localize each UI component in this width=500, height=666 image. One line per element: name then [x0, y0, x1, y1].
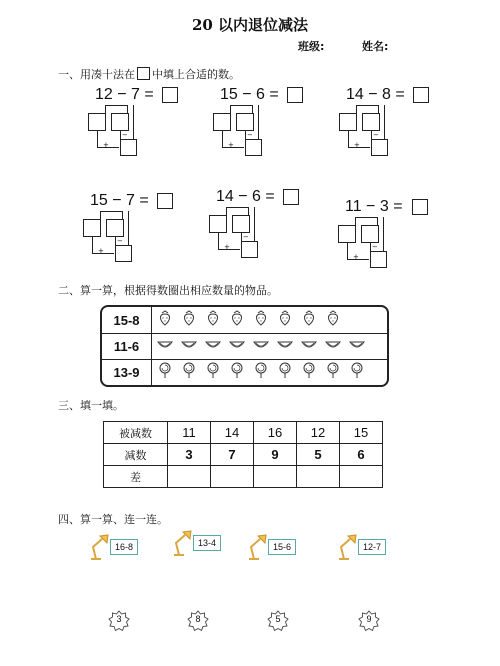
split-box[interactable]	[213, 113, 231, 131]
bond-problem	[345, 198, 475, 288]
table-row	[104, 444, 383, 466]
lollipop-icon[interactable]	[202, 361, 224, 383]
plus-sign: +	[98, 247, 104, 255]
section1-heading	[58, 66, 240, 82]
answer-box[interactable]	[413, 87, 429, 103]
cell: 9	[254, 444, 297, 466]
split-line	[127, 105, 128, 113]
expression-label: 13-9	[102, 359, 152, 385]
bond-line	[97, 131, 98, 147]
watermelon-slice-icon[interactable]	[226, 335, 248, 357]
split-box[interactable]	[361, 225, 379, 243]
split-box[interactable]	[106, 219, 124, 237]
minus-sign: −	[243, 233, 249, 241]
lollipop-icon[interactable]	[322, 361, 344, 383]
strawberry-icon[interactable]	[154, 309, 176, 331]
split-box[interactable]	[83, 219, 101, 237]
lollipop-icon[interactable]	[178, 361, 200, 383]
section3-heading: 三、填一填。	[58, 399, 124, 412]
split-line	[377, 217, 378, 225]
result-box[interactable]	[245, 139, 262, 156]
strawberry-icon[interactable]	[322, 309, 344, 331]
result-box[interactable]	[115, 245, 132, 262]
badge-number: 3	[116, 614, 122, 624]
answer-cell[interactable]	[168, 466, 211, 488]
class-label: 班级:	[298, 40, 325, 53]
expression-label: 15-8	[102, 307, 152, 333]
section2-heading: 二、算一算，根据得数圈出相应数量的物品。	[58, 284, 278, 297]
plus-sign: +	[354, 141, 360, 149]
minus-sign: −	[117, 237, 123, 245]
lollipop-icon[interactable]	[274, 361, 296, 383]
split-line	[105, 105, 127, 106]
plus-sign: +	[224, 243, 230, 251]
watermelon-slice-icon[interactable]	[322, 335, 344, 357]
lollipop-icon[interactable]	[226, 361, 248, 383]
strawberry-icon[interactable]	[274, 309, 296, 331]
lollipop-icon[interactable]	[250, 361, 272, 383]
strawberry-icon[interactable]	[178, 309, 200, 331]
bond-line	[92, 237, 93, 253]
expression-card: 13-4	[193, 535, 221, 551]
items-table	[100, 305, 389, 387]
split-line	[122, 211, 123, 219]
split-line	[356, 105, 378, 106]
cell: 7	[211, 444, 254, 466]
row-header-difference: 差	[104, 466, 168, 488]
equation-text: 15 − 6 =	[220, 86, 279, 103]
plus-sign: +	[103, 141, 109, 149]
section4-heading: 四、算一算、连一连。	[58, 513, 168, 526]
bond-problem	[346, 86, 476, 176]
split-box[interactable]	[338, 225, 356, 243]
name-label: 姓名:	[362, 40, 389, 53]
split-line	[356, 105, 357, 113]
watermelon-slice-icon[interactable]	[274, 335, 296, 357]
minus-sign: −	[372, 243, 378, 251]
cell: 3	[168, 444, 211, 466]
badge-number: 5	[275, 614, 281, 624]
answer-cell[interactable]	[254, 466, 297, 488]
minus-sign: −	[122, 131, 128, 139]
table-row	[102, 307, 387, 333]
answer-badge[interactable]	[107, 609, 131, 633]
answer-box[interactable]	[287, 87, 303, 103]
split-box[interactable]	[209, 215, 227, 233]
fill-table	[103, 421, 383, 488]
answer-box-sample	[137, 67, 150, 80]
split-line	[355, 217, 356, 225]
answer-box[interactable]	[157, 193, 173, 209]
split-line	[100, 211, 122, 212]
answer-cell[interactable]	[340, 466, 383, 488]
answer-cell[interactable]	[211, 466, 254, 488]
split-line	[230, 105, 252, 106]
bond-problem	[216, 188, 346, 278]
strawberry-icon[interactable]	[226, 309, 248, 331]
split-box[interactable]	[236, 113, 254, 131]
items-cell	[152, 333, 387, 359]
cell: 15	[340, 422, 383, 444]
answer-badge[interactable]	[357, 609, 381, 633]
equation-text: 15 − 7 =	[90, 192, 149, 209]
split-box[interactable]	[339, 113, 357, 131]
badge-number: 9	[366, 614, 372, 624]
plus-sign: +	[353, 253, 359, 261]
bond-problem	[220, 86, 350, 176]
cell: 11	[168, 422, 211, 444]
items-cell	[152, 359, 387, 385]
bond-problem	[95, 86, 225, 176]
cell: 16	[254, 422, 297, 444]
split-line	[355, 217, 377, 218]
split-box[interactable]	[111, 113, 129, 131]
split-line	[248, 207, 249, 215]
expression-card: 16-8	[110, 539, 138, 555]
plus-sign: +	[228, 141, 234, 149]
cell: 6	[340, 444, 383, 466]
answer-cell[interactable]	[297, 466, 340, 488]
equation-text: 12 − 7 =	[95, 86, 154, 103]
answer-box[interactable]	[283, 189, 299, 205]
page-title: 20 以内退位减法	[191, 16, 309, 34]
answer-badge[interactable]	[266, 609, 290, 633]
watermelon-slice-icon[interactable]	[178, 335, 200, 357]
expression-card: 12-7	[358, 539, 386, 555]
split-line	[378, 105, 379, 113]
cell: 5	[297, 444, 340, 466]
table-row	[102, 359, 387, 385]
split-line	[252, 105, 253, 113]
minus-sign: −	[373, 131, 379, 139]
split-box[interactable]	[232, 215, 250, 233]
bond-line	[218, 233, 219, 249]
row-header-minuend: 被减数	[104, 422, 168, 444]
table-row	[104, 422, 383, 444]
table-row	[102, 333, 387, 359]
answer-box[interactable]	[412, 199, 428, 215]
strawberry-icon[interactable]	[250, 309, 272, 331]
items-cell	[152, 307, 387, 333]
split-line	[105, 105, 106, 113]
split-line	[226, 207, 227, 215]
strawberry-icon[interactable]	[202, 309, 224, 331]
watermelon-slice-icon[interactable]	[346, 335, 368, 357]
equation-text: 14 − 8 =	[346, 86, 405, 103]
strawberry-icon[interactable]	[298, 309, 320, 331]
watermelon-slice-icon[interactable]	[298, 335, 320, 357]
equation-text: 11 − 3 =	[345, 198, 403, 215]
watermelon-slice-icon[interactable]	[250, 335, 272, 357]
minus-sign: −	[247, 131, 253, 139]
watermelon-slice-icon[interactable]	[202, 335, 224, 357]
watermelon-slice-icon[interactable]	[154, 335, 176, 357]
result-box[interactable]	[241, 241, 258, 258]
section1-heading-b: 中填上合适的数。	[152, 68, 240, 81]
result-box[interactable]	[120, 139, 137, 156]
split-line	[226, 207, 248, 208]
answer-badge[interactable]	[186, 609, 210, 633]
result-box[interactable]	[371, 139, 388, 156]
equation-text: 14 − 6 =	[216, 188, 275, 205]
split-line	[230, 105, 231, 113]
table-row	[104, 466, 383, 488]
badge-number: 8	[195, 614, 201, 624]
bond-problem	[90, 192, 220, 282]
bond-line	[222, 131, 223, 147]
lollipop-icon[interactable]	[346, 361, 368, 383]
split-box[interactable]	[88, 113, 106, 131]
lollipop-icon[interactable]	[298, 361, 320, 383]
section1-heading-a: 一、用凑十法在	[58, 68, 135, 81]
cell: 14	[211, 422, 254, 444]
lollipop-icon[interactable]	[154, 361, 176, 383]
bond-line	[348, 131, 349, 147]
split-line	[100, 211, 101, 219]
expression-label: 11-6	[102, 333, 152, 359]
row-header-subtrahend: 减数	[104, 444, 168, 466]
split-box[interactable]	[362, 113, 380, 131]
result-box[interactable]	[370, 251, 387, 268]
expression-card: 15-6	[268, 539, 296, 555]
bond-line	[347, 243, 348, 259]
cell: 12	[297, 422, 340, 444]
answer-box[interactable]	[162, 87, 178, 103]
lamp-card[interactable]	[336, 533, 446, 563]
